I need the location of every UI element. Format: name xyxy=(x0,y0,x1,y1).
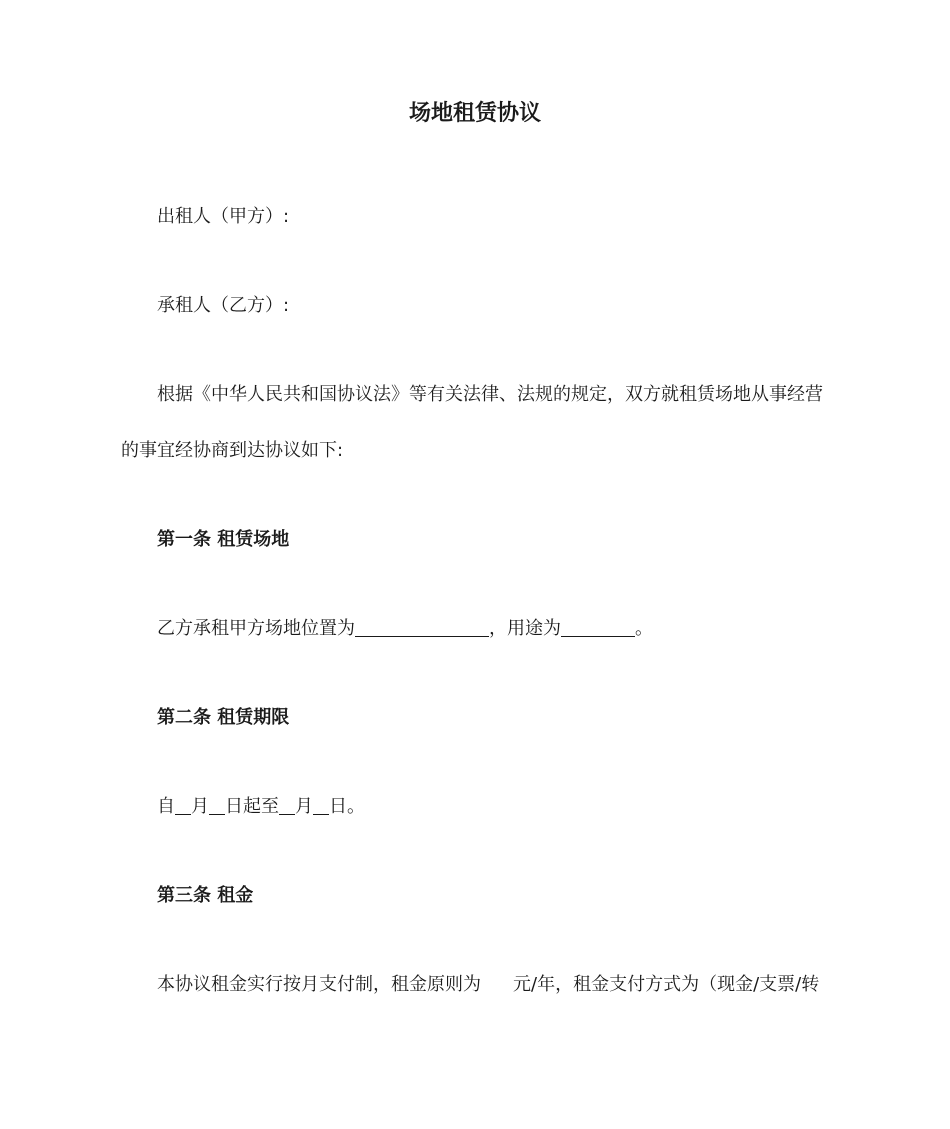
article3-heading: 第三条 租金 xyxy=(157,885,254,906)
article2-text-5: 日。 xyxy=(329,796,365,817)
document-title: 场地租赁协议 xyxy=(408,101,541,126)
purpose-blank xyxy=(561,616,635,637)
article2-text-1: 自 xyxy=(157,796,175,817)
article2-text-3: 日起至 xyxy=(225,796,279,817)
end-month-blank xyxy=(279,794,295,815)
article3-text-b: 元/年，租金支付方式为（现金/支票/转 xyxy=(513,974,820,995)
article1-text-c: 。 xyxy=(635,618,653,639)
article2-text xyxy=(157,793,365,821)
article2-text-2: 月 xyxy=(191,796,209,817)
lessor-label: 出租人（甲方）: xyxy=(157,206,290,227)
article3-text xyxy=(157,971,819,999)
location-blank xyxy=(355,616,489,637)
intro-paragraph-line1: 根据《中华人民共和国协议法》等有关法律、法规的规定，双方就租赁场地从事经营 xyxy=(157,384,823,405)
article2-heading: 第二条 租赁期限 xyxy=(157,707,290,728)
article1-text-b: ，用途为 xyxy=(489,618,561,639)
lessee-label: 承租人（乙方）: xyxy=(157,295,290,316)
article1-text xyxy=(157,615,653,643)
article1-heading: 第一条 租赁场地 xyxy=(157,529,290,550)
article1-text-a: 乙方承租甲方场地位置为 xyxy=(157,618,355,639)
end-day-blank xyxy=(313,794,329,815)
article2-text-4: 月 xyxy=(295,796,313,817)
article3-text-a: 本协议租金实行按月支付制，租金原则为 xyxy=(157,974,481,995)
start-month-blank xyxy=(175,794,191,815)
intro-paragraph-line2: 的事宜经协商到达协议如下: xyxy=(121,440,344,461)
start-day-blank xyxy=(209,794,225,815)
